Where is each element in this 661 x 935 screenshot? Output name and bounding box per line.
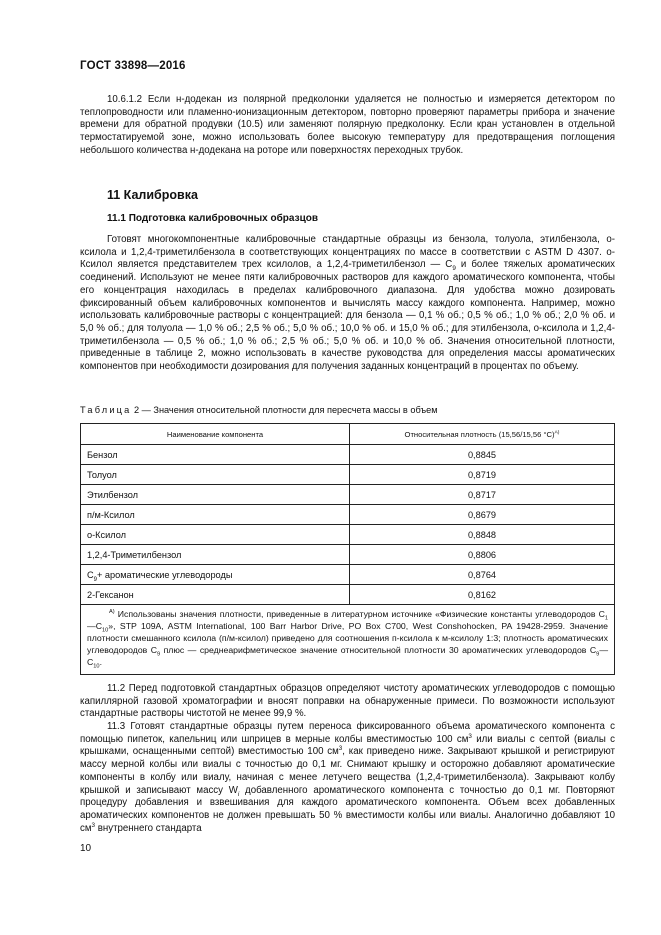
table-row: п/м-Ксилол 0,8679 bbox=[81, 505, 615, 525]
table-row: $C_9+$ ароматические углеводороды 0,8764 bbox=[81, 565, 615, 585]
table-row: о-Ксилол 0,8848 bbox=[81, 525, 615, 545]
subsection-heading: 11.1 Подготовка калибровочных образцов bbox=[107, 213, 318, 224]
table-footnote-row bbox=[81, 605, 615, 675]
column-header-component: Наименование компонента bbox=[81, 424, 350, 445]
density-table bbox=[80, 423, 615, 675]
table-row: Этилбензол 0,8717 bbox=[81, 485, 615, 505]
paragraph-11-3: 11.3 Готовят стандартные образцы путем переноса фиксированного объема ароматического компонента с помощью пипеток, капельниц или шприцев в мерные колбы вместимостью 100 $см^3$ или виалы с септой (виалы с крышками, оснащенными септой) вместимостью 100 $см^3$, как приведено ниже. Закрывают крышкой и регистрируют массу мерной колбы или виалы с точностью до 0,1 мг. Снимают крышку и осторожно добавляют ароматические компоненты в колбу или виалу, начиная с менее летучего вещества (1,2,4-триметилбензола). Закрывают колбу крышкой и записывают массу $W_i$ добавленного ароматического компонента с точностью до 0,1 мг. Повторяют процедуру добавления и взвешивания для каждого ароматического компонента. Объем всех добавленных ароматических компонентов не должен превышать 50 % вместимости колбы или виалы. Аналогично добавляют 10 $см^3$ внутреннего стандарта bbox=[80, 721, 615, 834]
paragraph-10-6-1-2: 10.6.1.2 Если н-додекан из полярной предколонки удаляется не полностью и измеряется детектором по теплопроводности или пламенно-ионизационным детектором, повторно проверяют параметры прибора и значение времени для обратной продувки (10.5) или заменяют полярную предколонку. Если кран установлен в отдельной термостатируемой зоне, можно использовать более высокую температуру для предотвращения поглощения небольшого количества н-додекана на роторе или поверхностях переходных трубок. bbox=[80, 94, 615, 156]
standard-header: ГОСТ 33898—2016 bbox=[80, 60, 186, 72]
page-number: 10 bbox=[80, 843, 92, 854]
table-header-row bbox=[81, 424, 615, 445]
table-row: 2-Гексанон 0,8162 bbox=[81, 585, 615, 605]
column-header-density: Относительная плотность (15,56/15,56 °С)$^{А)}$ bbox=[350, 424, 615, 445]
section-heading: 11 Калибровка bbox=[107, 188, 198, 202]
table-row: Толуол 0,8719 bbox=[81, 465, 615, 485]
table-caption: Таблица 2 — Значения относительной плотности для пересчета массы в объем bbox=[80, 405, 438, 415]
table-row: 1,2,4-Триметилбензол 0,8806 bbox=[81, 545, 615, 565]
paragraph-11-1: Готовят многокомпонентные калибровочные стандартные образцы из бензола, толуола, этилбензола, о-ксилола и 1,2,4-триметилбензола в соответствующих концентрациях по массе в соответствии с ASTM D 4307. о-Ксилол является представителем трех ксилолов, а 1,2,4-триметилбензол — $C_9$ и более тяжелых ароматических соединений. Используют не менее пяти калибровочных растворов для каждого ароматического компонента, чтобы его концентрация находилась в пределах калибровочного диапазона. Для удобства можно дозировать фиксированный объем калибровочных компонентов и вычислять массу каждого компонента. Например, можно использовать калибровочные растворы с концентрацией: для бензола — 0,1 % об.; 0,5 % об.; 1,0 % об.; 2,0 % об. и 5,0 % об.; для толуола — 1,0 % об.; 2,5 % об.; 5,0 % об.; 10,0 % об. и 15,0 % об.; для этилбензола, о-ксилола и 1,2,4-триметилбензола — 0,5 % об.; 1,0 % об.; 2,5 % об.; 5,0 % об. и 10,0 % об. Значения относительной плотности, приведенные в таблице 2, можно использовать в качестве руководства для определения массы ароматических компонентов при необходимости дозирования для получения заданных концентраций в процентах по объему. bbox=[80, 234, 615, 373]
table-footnote: $^{А)}$ Использованы значения плотности, приведенные в литературном источнике «Физические константы углеводородов $C_1—C_{10}$», STP 109A, ASTM International, 100 Barr Harbor Drive, PO Box C700, West Conshohocken, PA 19428-2959. Значение плотности смешанного ксилола (п/м-ксилол) приведено для соотношения п-ксилола к м-ксилолу 1:3; плотность ароматических углеводородов $C_9$ плюс — среднеарифметическое значение относительной плотности 30 ароматических углеводородов $C_9—C_{10}$. bbox=[81, 605, 615, 675]
paragraph-11-2: 11.2 Перед подготовкой стандартных образцов определяют чистоту ароматических углеводородов с помощью капиллярной газовой хроматографии и вносят поправки на обнаруженные примеси. По возможности используют стандартные растворы чистотой не менее 99,9 %. bbox=[80, 683, 615, 720]
table-row: Бензол 0,8845 bbox=[81, 445, 615, 465]
